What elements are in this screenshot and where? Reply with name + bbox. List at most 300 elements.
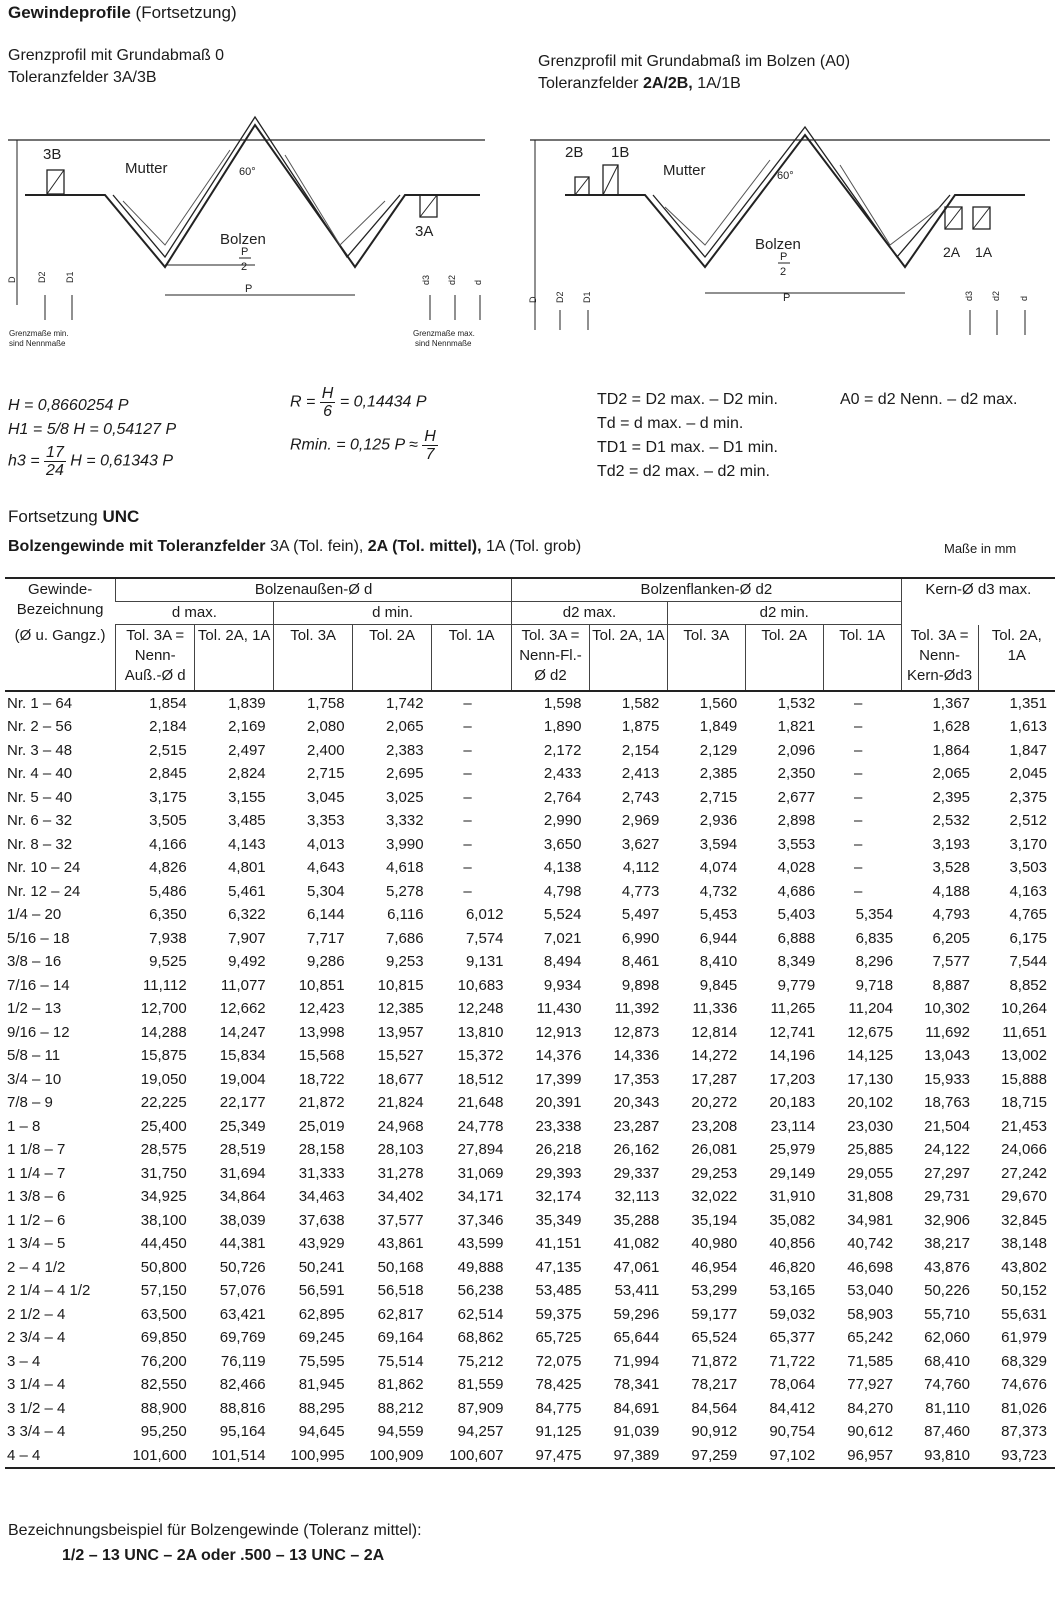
table-cell: 50,726 <box>219 1258 266 1276</box>
table-cell: 95,164 <box>219 1423 266 1440</box>
table-cell: 4,618 <box>386 859 424 876</box>
table-cell: 1,628 <box>932 718 971 735</box>
table-cell: 63,421 <box>219 1305 266 1323</box>
table-cell: 12,700 <box>140 1000 187 1017</box>
table-cell: 50,800 <box>140 1258 187 1276</box>
table-row <box>5 856 1055 880</box>
table-row <box>5 1091 1055 1115</box>
table-cell: 6,116 <box>387 906 424 923</box>
table-cell: 26,081 <box>691 1141 738 1158</box>
table-cell: 3,627 <box>621 835 660 853</box>
table-row <box>5 903 1055 927</box>
table-cell: 9,934 <box>543 976 582 994</box>
table-row <box>5 1021 1055 1045</box>
table-cell: 50,168 <box>377 1258 424 1276</box>
table-cell: 2,743 <box>621 788 660 806</box>
table-cell: 8,461 <box>621 953 660 970</box>
table-cell: 12,385 <box>377 1000 424 1017</box>
col-c3: Tol. 3A <box>274 625 353 691</box>
table-cell: 28,575 <box>140 1141 187 1158</box>
table-cell: 75,514 <box>377 1352 424 1370</box>
col-flanken: Bolzenflanken-Ø d2 <box>512 578 902 602</box>
thread-designation: 2 – 4 1/2 <box>7 1258 66 1276</box>
table-cell: 1,758 <box>307 694 345 712</box>
table-cell: 3,045 <box>307 788 345 806</box>
table-cell: 15,875 <box>140 1047 187 1064</box>
table-row <box>5 1350 1055 1374</box>
table-cell: 28,103 <box>377 1141 424 1158</box>
thread-designation: 2 1/4 – 4 1/2 <box>7 1282 91 1299</box>
table-cell: 100,607 <box>432 1444 512 1469</box>
table-cell: 32,174 <box>535 1188 582 1205</box>
table-cell: 1,560 <box>699 694 738 712</box>
table-cell: 37,346 <box>457 1211 504 1229</box>
svg-text:d3: d3 <box>964 290 974 301</box>
table-cell: 21,504 <box>924 1117 971 1135</box>
table-cell: 13,002 <box>1001 1047 1047 1064</box>
table-cell: 2,096 <box>777 741 816 759</box>
table-cell: 5,524 <box>543 906 582 923</box>
table-cell: – <box>463 859 472 876</box>
table-cell: 17,130 <box>847 1070 894 1088</box>
example-label: Bezeichnungsbeispiel für Bolzengewinde (Toleranz mittel): <box>8 1522 422 1539</box>
table-cell: 53,411 <box>614 1282 660 1299</box>
table-cell: 7,907 <box>228 929 266 947</box>
table-cell: 23,030 <box>847 1117 894 1135</box>
table-cell: 2,080 <box>307 718 345 735</box>
table-row <box>5 1303 1055 1327</box>
table-row <box>5 1115 1055 1139</box>
table-cell: 5,304 <box>307 882 345 900</box>
table-cell: 2,715 <box>307 765 345 782</box>
table-row <box>5 1397 1055 1421</box>
col-c8: Tol. 3A <box>667 625 745 691</box>
table-cell: 25,349 <box>219 1117 266 1135</box>
table-cell: 84,775 <box>535 1399 582 1417</box>
table-cell: 44,381 <box>219 1235 266 1252</box>
col-dmax: d max. <box>116 602 274 625</box>
table-cell: 28,519 <box>219 1141 266 1158</box>
table-cell: 2,184 <box>149 718 187 735</box>
table-row <box>5 1185 1055 1209</box>
table-cell: 12,248 <box>457 1000 504 1017</box>
table-cell: 14,376 <box>535 1047 582 1064</box>
table-cell: 1,742 <box>386 694 424 712</box>
thread-designation: Nr. 1 – 64 <box>7 694 73 712</box>
col-c4: Tol. 2A <box>353 625 432 691</box>
table-cell: 20,391 <box>535 1094 582 1111</box>
table-cell: 4,166 <box>149 835 187 853</box>
table-cell: 9,286 <box>307 953 345 970</box>
table-cell: 81,559 <box>457 1376 504 1393</box>
table-cell: 4,013 <box>307 835 345 853</box>
table-cell: 78,217 <box>691 1376 738 1393</box>
thread-designation: Nr. 5 – 40 <box>7 788 73 806</box>
table-cell: 2,695 <box>386 765 424 782</box>
table-cell: 50,241 <box>298 1258 345 1276</box>
table-cell: 1,582 <box>621 694 660 712</box>
table-cell: 84,412 <box>769 1399 816 1417</box>
table-cell: 82,466 <box>219 1376 266 1393</box>
thread-designation: Nr. 4 – 40 <box>7 765 73 782</box>
table-cell: 2,045 <box>1009 765 1047 782</box>
table-cell: 97,389 <box>589 1444 667 1469</box>
table-cell: 1,864 <box>932 741 971 759</box>
table-cell: 4,143 <box>228 835 266 853</box>
table-cell: 2,383 <box>386 741 424 759</box>
unc-thread-table <box>5 577 1055 1469</box>
col-c12: Tol. 2A, 1A <box>978 625 1055 691</box>
col-c1: Tol. 3A = Nenn-Auß.-Ø d <box>116 625 195 691</box>
table-cell: – <box>463 882 472 900</box>
table-cell: 38,039 <box>219 1211 266 1229</box>
table-cell: 20,183 <box>769 1094 816 1111</box>
col-c11: Tol. 3A = Nenn-Kern-Ød3 <box>901 625 978 691</box>
label-60deg: 60° <box>239 166 256 178</box>
table-cell: 2,990 <box>543 812 582 829</box>
table-cell: 78,425 <box>535 1376 582 1393</box>
thread-profile-diagram-right <box>525 95 1055 345</box>
table-cell: 95,250 <box>140 1423 187 1440</box>
table-cell: 10,683 <box>457 976 504 994</box>
thread-designation: 1/2 – 13 <box>7 1000 62 1017</box>
table-cell: 9,718 <box>855 976 894 994</box>
table-cell: 6,944 <box>699 929 738 947</box>
table-cell: 2,154 <box>621 741 660 759</box>
table-cell: 74,760 <box>924 1376 971 1393</box>
table-cell: 7,577 <box>932 953 971 970</box>
table-cell: 43,929 <box>298 1235 345 1252</box>
label-p2: P <box>241 246 249 258</box>
thread-designation: 1 1/8 – 7 <box>7 1141 66 1158</box>
table-cell: 19,004 <box>219 1070 266 1088</box>
label-3A: 3A <box>415 223 434 240</box>
table-cell: 20,102 <box>847 1094 894 1111</box>
table-cell: 17,287 <box>691 1070 738 1088</box>
col-dmin: d min. <box>274 602 512 625</box>
table-cell: 34,171 <box>457 1188 504 1205</box>
table-cell: 2,375 <box>1009 788 1047 806</box>
table-cell: 38,217 <box>924 1235 971 1252</box>
table-cell: 14,196 <box>769 1047 816 1064</box>
table-cell: 2,172 <box>543 741 582 759</box>
table-cell: 84,691 <box>613 1399 660 1417</box>
table-cell: 59,375 <box>535 1305 582 1323</box>
label-mutter: Mutter <box>125 160 168 177</box>
table-cell: 2,129 <box>699 741 738 759</box>
label-1A: 1A <box>975 244 993 260</box>
table-cell: 28,158 <box>298 1141 345 1158</box>
table-cell: 3,594 <box>699 835 738 853</box>
table-cell: 15,372 <box>457 1047 504 1064</box>
table-cell: 69,769 <box>219 1329 266 1346</box>
table-cell: 24,968 <box>377 1117 424 1135</box>
table-cell: 46,820 <box>769 1258 816 1276</box>
thread-designation: 7/8 – 9 <box>7 1094 53 1111</box>
table-cell: 78,341 <box>613 1376 660 1393</box>
thread-designation: 3 3/4 – 4 <box>7 1423 66 1440</box>
col-c9: Tol. 2A <box>745 625 823 691</box>
table-cell: 25,019 <box>298 1117 345 1135</box>
table-cell: 15,888 <box>1001 1070 1047 1088</box>
table-cell: 15,933 <box>924 1070 971 1088</box>
table-cell: 11,077 <box>220 976 266 994</box>
thread-profile-diagram-left <box>5 95 495 360</box>
table-cell: 46,698 <box>847 1258 894 1276</box>
table-cell: 3,503 <box>1009 859 1047 876</box>
table-cell: 87,373 <box>1001 1423 1047 1440</box>
table-cell: 57,076 <box>219 1282 266 1299</box>
table-cell: 101,600 <box>116 1444 195 1469</box>
table-cell: 2,512 <box>1009 812 1047 829</box>
table-cell: 8,852 <box>1009 976 1047 994</box>
table-cell: 31,333 <box>298 1164 345 1182</box>
table-cell: 2,065 <box>932 765 971 782</box>
table-cell: 40,856 <box>769 1235 816 1252</box>
thread-designation: 2 1/2 – 4 <box>7 1305 66 1323</box>
table-cell: 3,175 <box>149 788 187 806</box>
table-cell: 14,125 <box>847 1047 894 1064</box>
right-caption: Grenzprofil mit Grundabmaß im Bolzen (A0) Toleranzfelder 2A/2B, 1A/1B <box>538 53 851 92</box>
svg-text:D: D <box>7 276 17 283</box>
table-cell: 96,957 <box>823 1444 901 1469</box>
table-cell: 1,532 <box>777 694 816 712</box>
table-cell: 4,826 <box>149 859 187 876</box>
table-cell: 18,512 <box>457 1070 504 1088</box>
table-cell: 15,568 <box>298 1047 345 1064</box>
table-cell: 1,367 <box>932 694 971 712</box>
table-row <box>5 1138 1055 1162</box>
label-1B: 1B <box>611 144 630 161</box>
col-c2: Tol. 2A, 1A <box>195 625 274 691</box>
table-cell: 4,138 <box>543 859 582 876</box>
col-d2max: d2 max. <box>512 602 668 625</box>
table-cell: 11,430 <box>536 1000 582 1017</box>
thread-designation: Nr. 3 – 48 <box>7 741 73 759</box>
table-cell: 12,913 <box>535 1023 582 1041</box>
table-cell: 44,450 <box>140 1235 187 1252</box>
table-cell: 90,612 <box>847 1423 894 1440</box>
table-cell: 6,322 <box>228 906 266 923</box>
table-cell: 10,815 <box>377 976 424 994</box>
svg-text:sind Nennmaße: sind Nennmaße <box>415 339 472 348</box>
table-row <box>5 715 1055 739</box>
col-gangz: (Ø u. Gangz.) <box>5 625 116 691</box>
table-cell: 35,082 <box>769 1211 816 1229</box>
table-row <box>5 1420 1055 1444</box>
table-cell: 2,400 <box>307 741 345 759</box>
thread-designation: Nr. 6 – 32 <box>7 812 73 829</box>
thread-designation: 3 1/4 – 4 <box>7 1376 66 1393</box>
table-cell: 90,754 <box>769 1423 816 1440</box>
table-cell: 69,245 <box>298 1329 345 1346</box>
svg-text:2: 2 <box>241 261 248 273</box>
table-cell: 2,936 <box>699 812 738 829</box>
table-cell: 7,021 <box>543 929 582 947</box>
table-cell: 6,350 <box>149 906 187 923</box>
table-cell: 2,065 <box>386 718 424 735</box>
table-cell: 71,722 <box>769 1352 816 1370</box>
col-c6: Tol. 3A = Nenn-Fl.-Ø d2 <box>512 625 590 691</box>
table-cell: 35,288 <box>613 1211 660 1229</box>
table-cell: 11,651 <box>1002 1023 1047 1041</box>
table-row <box>5 1279 1055 1303</box>
table-cell: 32,113 <box>614 1188 660 1205</box>
label-mutter: Mutter <box>663 162 706 179</box>
table-cell: – <box>463 694 472 712</box>
table-cell: 94,559 <box>377 1423 424 1440</box>
table-cell: 88,295 <box>298 1399 345 1417</box>
table-cell: 81,110 <box>925 1399 971 1417</box>
table-row <box>5 786 1055 810</box>
table-cell: 61,979 <box>1001 1329 1047 1346</box>
table-cell: 29,337 <box>613 1164 660 1182</box>
thread-designation: Nr. 2 – 56 <box>7 718 73 735</box>
table-cell: 55,631 <box>1001 1305 1047 1323</box>
table-cell: 41,151 <box>535 1235 582 1252</box>
table-cell: 23,208 <box>691 1117 738 1135</box>
table-cell: 75,212 <box>457 1352 504 1370</box>
table-cell: 8,887 <box>932 976 971 994</box>
table-cell: 47,135 <box>535 1258 582 1276</box>
table-cell: 7,717 <box>307 929 345 947</box>
thread-designation: 1/4 – 20 <box>7 906 62 923</box>
table-cell: 1,839 <box>228 694 266 712</box>
table-cell: 27,894 <box>457 1141 504 1158</box>
table-cell: 4,163 <box>1009 882 1047 900</box>
table-cell: 2,677 <box>777 788 816 806</box>
table-cell: 9,492 <box>228 953 266 970</box>
formula-a0: A0 = d2 Nenn. – d2 max. <box>840 391 1018 408</box>
label-2A: 2A <box>943 244 961 260</box>
table-cell: 29,393 <box>535 1164 582 1182</box>
table-cell: 56,238 <box>457 1282 504 1299</box>
table-cell: 18,715 <box>1001 1094 1047 1111</box>
table-cell: 18,722 <box>298 1070 345 1088</box>
table-cell: 21,648 <box>457 1094 504 1111</box>
table-cell: 5,497 <box>621 906 660 923</box>
table-cell: 24,778 <box>457 1117 504 1135</box>
table-cell: 65,242 <box>847 1329 894 1346</box>
thread-designation: 1 1/4 – 7 <box>7 1164 66 1182</box>
thread-designation: 1 3/8 – 6 <box>7 1188 66 1205</box>
table-cell: 91,039 <box>613 1423 660 1440</box>
svg-text:d2: d2 <box>991 290 1001 301</box>
table-cell: 14,336 <box>613 1047 660 1064</box>
thread-designation: 5/8 – 11 <box>7 1047 61 1064</box>
table-cell: 2,824 <box>228 765 266 782</box>
table-cell: 4,686 <box>777 882 816 900</box>
table-cell: – <box>853 788 863 806</box>
table-cell: 3,332 <box>386 812 424 829</box>
table-cell: 59,177 <box>691 1305 738 1323</box>
table-cell: 11,265 <box>770 1000 816 1017</box>
table-cell: 9,525 <box>149 953 187 970</box>
table-cell: 35,194 <box>691 1211 738 1229</box>
table-cell: 81,945 <box>298 1376 345 1393</box>
table-cell: 12,873 <box>613 1023 660 1041</box>
table-cell: 34,864 <box>219 1188 266 1205</box>
table-cell: 25,400 <box>140 1117 187 1135</box>
table-cell: 32,845 <box>1001 1211 1047 1229</box>
table-cell: – <box>853 765 863 782</box>
table-cell: 76,200 <box>140 1352 187 1370</box>
col-gewinde: Gewinde-Bezeichnung <box>16 581 104 618</box>
table-cell: 21,453 <box>1001 1117 1047 1135</box>
table-cell: 2,969 <box>621 812 660 829</box>
table-cell: 50,152 <box>1001 1282 1047 1299</box>
table-cell: 93,810 <box>901 1444 978 1469</box>
svg-text:d: d <box>1019 295 1029 301</box>
table-cell: 35,349 <box>535 1211 582 1229</box>
table-cell: 20,343 <box>613 1094 660 1111</box>
table-cell: 65,524 <box>691 1329 738 1346</box>
table-cell: 88,212 <box>377 1399 424 1417</box>
table-cell: 12,423 <box>298 1000 345 1017</box>
table-cell: 7,574 <box>465 929 504 947</box>
table-cell: 7,686 <box>386 929 424 947</box>
table-cell: 5,461 <box>228 882 266 900</box>
table-cell: 87,909 <box>457 1399 504 1417</box>
table-cell: 88,900 <box>140 1399 187 1417</box>
table-cell: 9,253 <box>386 953 424 970</box>
table-cell: 21,824 <box>377 1094 424 1111</box>
svg-text:D1: D1 <box>582 291 592 303</box>
table-cell: 3,353 <box>307 812 345 829</box>
table-cell: 10,302 <box>924 1000 971 1017</box>
table-cell: 81,026 <box>1001 1399 1047 1417</box>
table-cell: 31,694 <box>219 1164 266 1182</box>
table-cell: 1,351 <box>1009 694 1047 712</box>
table-cell: 29,731 <box>924 1188 971 1205</box>
table-cell: 9,131 <box>465 953 504 970</box>
label-60deg: 60° <box>777 170 794 182</box>
table-cell: 13,043 <box>924 1047 971 1064</box>
table-cell: 82,550 <box>140 1376 187 1393</box>
table-cell: 1,854 <box>149 694 187 712</box>
table-cell: – <box>463 812 472 829</box>
svg-text:D2: D2 <box>555 291 565 303</box>
table-cell: 46,954 <box>691 1258 738 1276</box>
table-cell: 76,119 <box>220 1352 266 1370</box>
table-cell: 11,204 <box>848 1000 894 1017</box>
table-cell: 20,272 <box>691 1094 738 1111</box>
col-aussen: Bolzenaußen-Ø d <box>116 578 512 602</box>
table-cell: 59,032 <box>769 1305 816 1323</box>
table-cell: 84,564 <box>691 1399 738 1417</box>
table-cell: 24,066 <box>1001 1141 1047 1158</box>
table-cell: – <box>853 694 863 712</box>
table-cell: 17,203 <box>769 1070 816 1088</box>
table-cell: 4,793 <box>932 906 971 923</box>
table-cell: 9,779 <box>777 976 816 994</box>
table-cell: 4,773 <box>621 882 660 900</box>
table-cell: – <box>463 835 472 853</box>
table-cell: 68,862 <box>457 1329 504 1346</box>
col-c5: Tol. 1A <box>432 625 512 691</box>
table-cell: 53,299 <box>691 1282 738 1299</box>
table-cell: 11,336 <box>692 1000 738 1017</box>
table-cell: 97,475 <box>512 1444 590 1469</box>
table-cell: 2,715 <box>699 788 738 806</box>
table-cell: 97,102 <box>745 1444 823 1469</box>
svg-text:D2: D2 <box>37 271 47 283</box>
table-cell: 2,169 <box>228 718 266 735</box>
table-cell: 3,193 <box>932 835 971 853</box>
table-cell: 4,028 <box>777 859 816 876</box>
col-c7: Tol. 2A, 1A <box>589 625 667 691</box>
table-cell: 3,485 <box>228 812 266 829</box>
